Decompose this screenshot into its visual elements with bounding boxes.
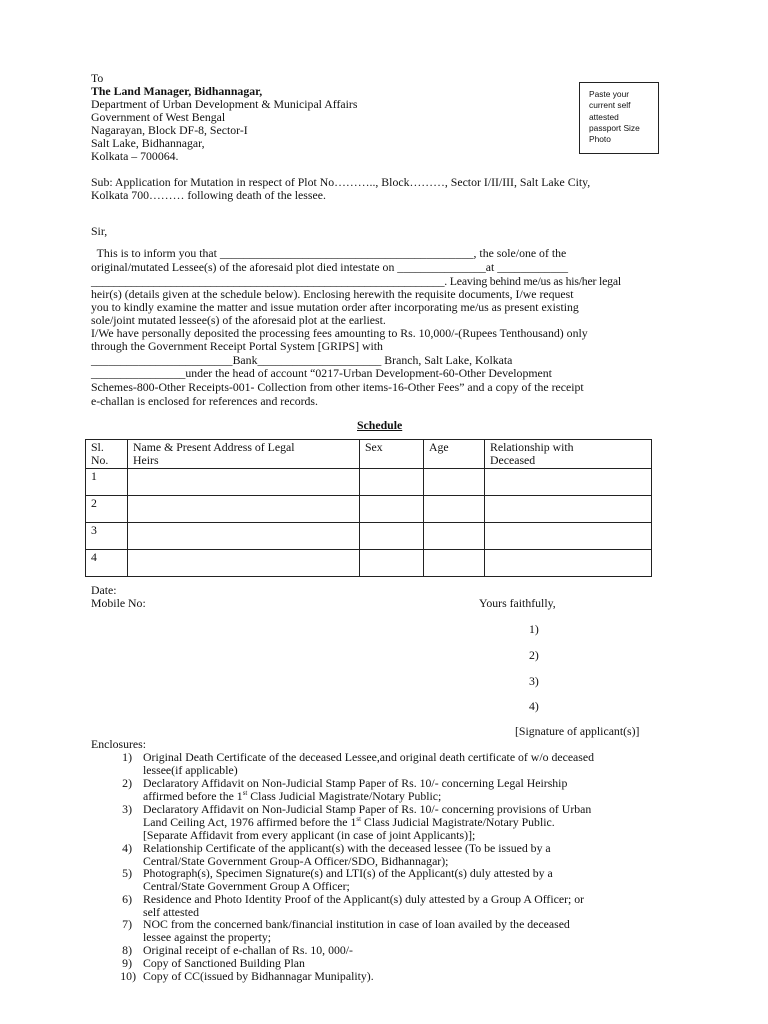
sex-cell[interactable] bbox=[360, 496, 424, 523]
signatory-number: 2) bbox=[529, 648, 539, 662]
body-line: This is to inform you that ___________________________________________, the sole/one of the bbox=[91, 246, 567, 260]
body-line: ________________________Bank_____________________ Branch, Salt Lake, Kolkata bbox=[91, 353, 513, 367]
table-row bbox=[86, 469, 652, 496]
age-cell[interactable] bbox=[424, 523, 485, 550]
photo-box-text: current self bbox=[589, 100, 631, 111]
enclosure-number: 9) bbox=[122, 956, 132, 970]
row-number: 4 bbox=[86, 550, 128, 577]
col-header-relationship: Relationship with Deceased bbox=[485, 440, 652, 469]
sex-cell[interactable] bbox=[360, 469, 424, 496]
address-line: Nagarayan, Block DF-8, Sector-I bbox=[91, 123, 248, 137]
enclosure-text: [Separate Affidavit from every applicant (in case of joint Applicants)]; bbox=[143, 828, 476, 842]
address-line: Kolkata – 700064. bbox=[91, 149, 179, 163]
sex-cell[interactable] bbox=[360, 523, 424, 550]
relationship-cell[interactable] bbox=[485, 469, 652, 496]
signatory-number: 1) bbox=[529, 622, 539, 636]
salutation: Sir, bbox=[91, 224, 108, 238]
age-cell[interactable] bbox=[424, 550, 485, 577]
date-label: Date: bbox=[91, 583, 117, 597]
enclosure-text: Original receipt of e-challan of Rs. 10, 000/- bbox=[143, 943, 353, 957]
body-line: Schemes-800-Other Receipts-001- Collection from other items-16-Other Fees” and a copy of the receipt bbox=[91, 380, 584, 394]
photo-box-text: Photo bbox=[589, 134, 611, 145]
schedule-table bbox=[85, 439, 652, 577]
address-line: Department of Urban Development & Municipal Affairs bbox=[91, 97, 358, 111]
enclosure-text: Central/State Government Group A Officer; bbox=[143, 879, 350, 893]
body-line: ______________________________________________________________. Leaving behind me/us as his/her legal bbox=[91, 274, 621, 288]
address-line: Salt Lake, Bidhannagar, bbox=[91, 136, 205, 150]
table-row bbox=[86, 496, 652, 523]
relationship-cell[interactable] bbox=[485, 496, 652, 523]
enclosure-text: Copy of CC(issued by Bidhannagar Munipality). bbox=[143, 969, 374, 983]
table-row bbox=[86, 550, 652, 577]
address-to: To bbox=[91, 71, 104, 85]
enclosures-heading: Enclosures: bbox=[91, 737, 147, 751]
heir-name-cell[interactable] bbox=[128, 469, 360, 496]
enclosure-text: affirmed before the 1st Class Judicial Magistrate/Notary Public; bbox=[143, 789, 442, 803]
heir-name-cell[interactable] bbox=[128, 523, 360, 550]
enclosure-text: Declaratory Affidavit on Non-Judicial Stamp Paper of Rs. 10/- concerning provisions of Urban bbox=[143, 802, 592, 816]
enclosure-text: Land Ceiling Act, 1976 affirmed before the 1st Class Judicial Magistrate/Notary Public. bbox=[143, 815, 555, 829]
table-header-row bbox=[86, 440, 652, 469]
row-number: 1 bbox=[86, 469, 128, 496]
row-number: 3 bbox=[86, 523, 128, 550]
signatory-number: 4) bbox=[529, 699, 539, 713]
body-line: through the Government Receipt Portal System [GRIPS] with bbox=[91, 339, 383, 353]
relationship-cell[interactable] bbox=[485, 523, 652, 550]
enclosure-text: NOC from the concerned bank/financial institution in case of loan availed by the deceased bbox=[143, 917, 570, 931]
mobile-label: Mobile No: bbox=[91, 596, 146, 610]
enclosure-number: 1) bbox=[122, 750, 132, 764]
enclosure-text: self attested bbox=[143, 905, 200, 919]
address-line: Government of West Bengal bbox=[91, 110, 226, 124]
signature-label: [Signature of applicant(s)] bbox=[515, 724, 640, 738]
body-line: heir(s) (details given at the schedule below). Enclosing herewith the requisite documents, I/we request bbox=[91, 287, 574, 301]
body-line: ________________under the head of account “0217-Urban Development-60-Other Development bbox=[91, 366, 552, 380]
body-line: sole/joint mutated lessee(s) of the aforesaid plot at the earliest. bbox=[91, 313, 386, 327]
enclosure-text: Declaratory Affidavit on Non-Judicial Stamp Paper of Rs. 10/- concerning Legal Heirship bbox=[143, 776, 568, 790]
signatory-number: 3) bbox=[529, 674, 539, 688]
photo-box-text: passport Size bbox=[589, 122, 640, 133]
photo-placeholder-box bbox=[579, 82, 659, 154]
enclosure-text: Residence and Photo Identity Proof of the Applicant(s) duly attested by a Group A Officer; or bbox=[143, 892, 585, 906]
heir-name-cell[interactable] bbox=[128, 496, 360, 523]
enclosure-text: Original Death Certificate of the deceased Lessee,and original death certificate of w/o deceased bbox=[143, 750, 595, 764]
enclosure-text: lessee against the property; bbox=[143, 930, 272, 944]
enclosure-text: Copy of Sanctioned Building Plan bbox=[143, 956, 305, 970]
subject-line: Kolkata 700……… following death of the lessee. bbox=[91, 188, 326, 202]
col-header-sl: Sl. No. bbox=[86, 440, 128, 469]
enclosure-number: 3) bbox=[122, 802, 132, 816]
row-number: 2 bbox=[86, 496, 128, 523]
sex-cell[interactable] bbox=[360, 550, 424, 577]
enclosure-text: lessee(if applicable) bbox=[143, 763, 238, 777]
table-row bbox=[86, 523, 652, 550]
enclosure-number: 8) bbox=[122, 943, 132, 957]
closing-text: Yours faithfully, bbox=[479, 596, 556, 610]
enclosure-number: 5) bbox=[122, 866, 132, 880]
enclosure-text: Photograph(s), Specimen Signature(s) and LTI(s) of the Applicant(s) duly attested by a bbox=[143, 866, 553, 880]
enclosure-number: 7) bbox=[122, 917, 132, 931]
schedule-title: Schedule bbox=[357, 418, 403, 432]
recipient-title: The Land Manager, Bidhannagar, bbox=[91, 84, 263, 98]
photo-box-text: Paste your bbox=[589, 89, 630, 99]
col-header-name: Name & Present Address of Legal Heirs bbox=[128, 440, 360, 469]
age-cell[interactable] bbox=[424, 469, 485, 496]
heir-name-cell[interactable] bbox=[128, 550, 360, 577]
photo-box-text: attested bbox=[589, 111, 619, 122]
subject-line: Sub: Application for Mutation in respect of Plot No……….., Block………, Sector I/II/III, Salt Lake City, bbox=[91, 175, 591, 189]
age-cell[interactable] bbox=[424, 496, 485, 523]
col-header-age: Age bbox=[424, 440, 485, 469]
body-line: e-challan is enclosed for references and records. bbox=[91, 394, 318, 408]
enclosure-number: 4) bbox=[122, 841, 132, 855]
enclosure-text: Relationship Certificate of the applicant(s) with the deceased lessee (To be issued by a bbox=[143, 841, 551, 855]
body-line: original/mutated Lessee(s) of the aforesaid plot died intestate on _______________at ____________ bbox=[91, 260, 569, 274]
enclosure-text: Central/State Government Group-A Officer/SDO, Bidhannagar); bbox=[143, 854, 449, 868]
body-line: you to kindly examine the matter and issue mutation order after incorporating me/us as present existing bbox=[91, 300, 579, 314]
enclosure-number: 2) bbox=[122, 776, 132, 790]
col-header-sex: Sex bbox=[360, 440, 424, 469]
relationship-cell[interactable] bbox=[485, 550, 652, 577]
enclosure-number: 10) bbox=[120, 969, 136, 983]
enclosure-number: 6) bbox=[122, 892, 132, 906]
body-line: I/We have personally deposited the processing fees amounting to Rs. 10,000/-(Rupees Tenthousand) only bbox=[91, 326, 588, 340]
